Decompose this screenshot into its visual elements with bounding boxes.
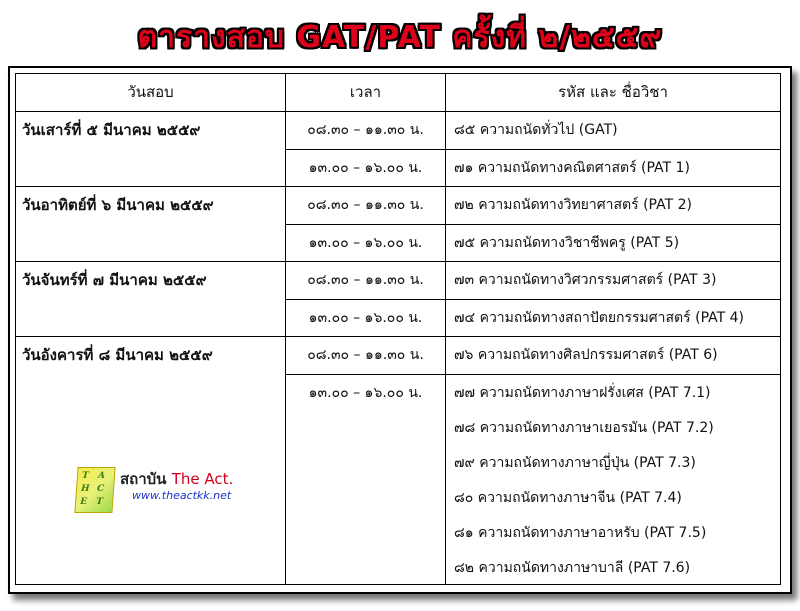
exam-time: ๐๘.๓๐ – ๑๑.๓๐ น. [307,272,424,288]
subject-row: ๗๙ ความถนัดทางภาษาญี่ปุ่น (PAT 7.3) [454,455,696,471]
exam-time: ๑๓.๐๐ – ๑๖.๐๐ น. [308,160,423,176]
subject-row: ๗๓ ความถนัดทางวิศวกรรมศาสตร์ (PAT 3) [454,272,717,288]
exam-time: ๑๓.๐๐ – ๑๖.๐๐ น. [308,310,423,326]
exam-time: ๑๓.๐๐ – ๑๖.๐๐ น. [308,385,423,401]
header-subject: รหัส และ ชื่อวิชา [558,83,668,101]
subject-row: ๗๖ ความถนัดทางศิลปกรรมศาสตร์ (PAT 6) [454,347,718,363]
subject-row: ๗๒ ความถนัดทางวิทยาศาสตร์ (PAT 2) [454,197,692,213]
subject-row: ๘๐ ความถนัดทางภาษาจีน (PAT 7.4) [454,490,682,506]
logo-name [120,467,233,491]
subject-row: ๘๒ ความถนัดทางภาษาบาลี (PAT 7.6) [454,560,691,576]
exam-time: ๐๘.๓๐ – ๑๑.๓๐ น. [307,197,424,213]
column-divider-2 [445,74,446,584]
logo-url: www.theactkk.net [132,489,232,502]
exam-date: วันเสาร์ที่ ๕ มีนาคม ๒๕๕๙ [22,121,201,139]
exam-time: ๐๘.๓๐ – ๑๑.๓๐ น. [307,347,424,363]
subject-row: ๗๔ ความถนัดทางสถาปัตยกรรมศาสตร์ (PAT 4) [454,310,744,326]
subject-row: ๘๕ ความถนัดทั่วไป (GAT) [454,122,618,138]
header-exam-date: วันสอบ [127,83,174,101]
exam-date: วันอังคารที่ ๘ มีนาคม ๒๕๕๙ [22,346,213,364]
subject-row: ๘๑ ความถนัดทางภาษาอาหรับ (PAT 7.5) [454,525,707,541]
schedule-table [15,73,781,585]
institute-logo [76,467,276,517]
schedule-frame [8,66,792,594]
logo-emblem-icon: T A H C E T [74,467,115,513]
subject-row: ๗๑ ความถนัดทางคณิตศาสตร์ (PAT 1) [454,160,690,176]
exam-time: ๐๘.๓๐ – ๑๑.๓๐ น. [307,122,424,138]
subject-row: ๗๘ ความถนัดทางภาษาเยอรมัน (PAT 7.2) [454,420,714,436]
subject-row: ๗๕ ความถนัดทางวิชาชีพครู (PAT 5) [454,235,680,251]
page-title: ตารางสอบ GAT/PAT ครั้งที่ ๒/๒๕๕๙ [137,20,663,55]
exam-date: วันอาทิตย์ที่ ๖ มีนาคม ๒๕๕๙ [22,196,214,214]
logo-name-en: The Act. [171,470,234,488]
column-divider-1 [285,74,286,584]
exam-date: วันจันทร์ที่ ๗ มีนาคม ๒๕๕๙ [22,271,207,289]
logo-name-th: สถาบัน [120,470,167,488]
header-time: เวลา [349,83,382,101]
exam-time: ๑๓.๐๐ – ๑๖.๐๐ น. [308,235,423,251]
subject-row: ๗๗ ความถนัดทางภาษาฝรั่งเศส (PAT 7.1) [454,385,711,401]
